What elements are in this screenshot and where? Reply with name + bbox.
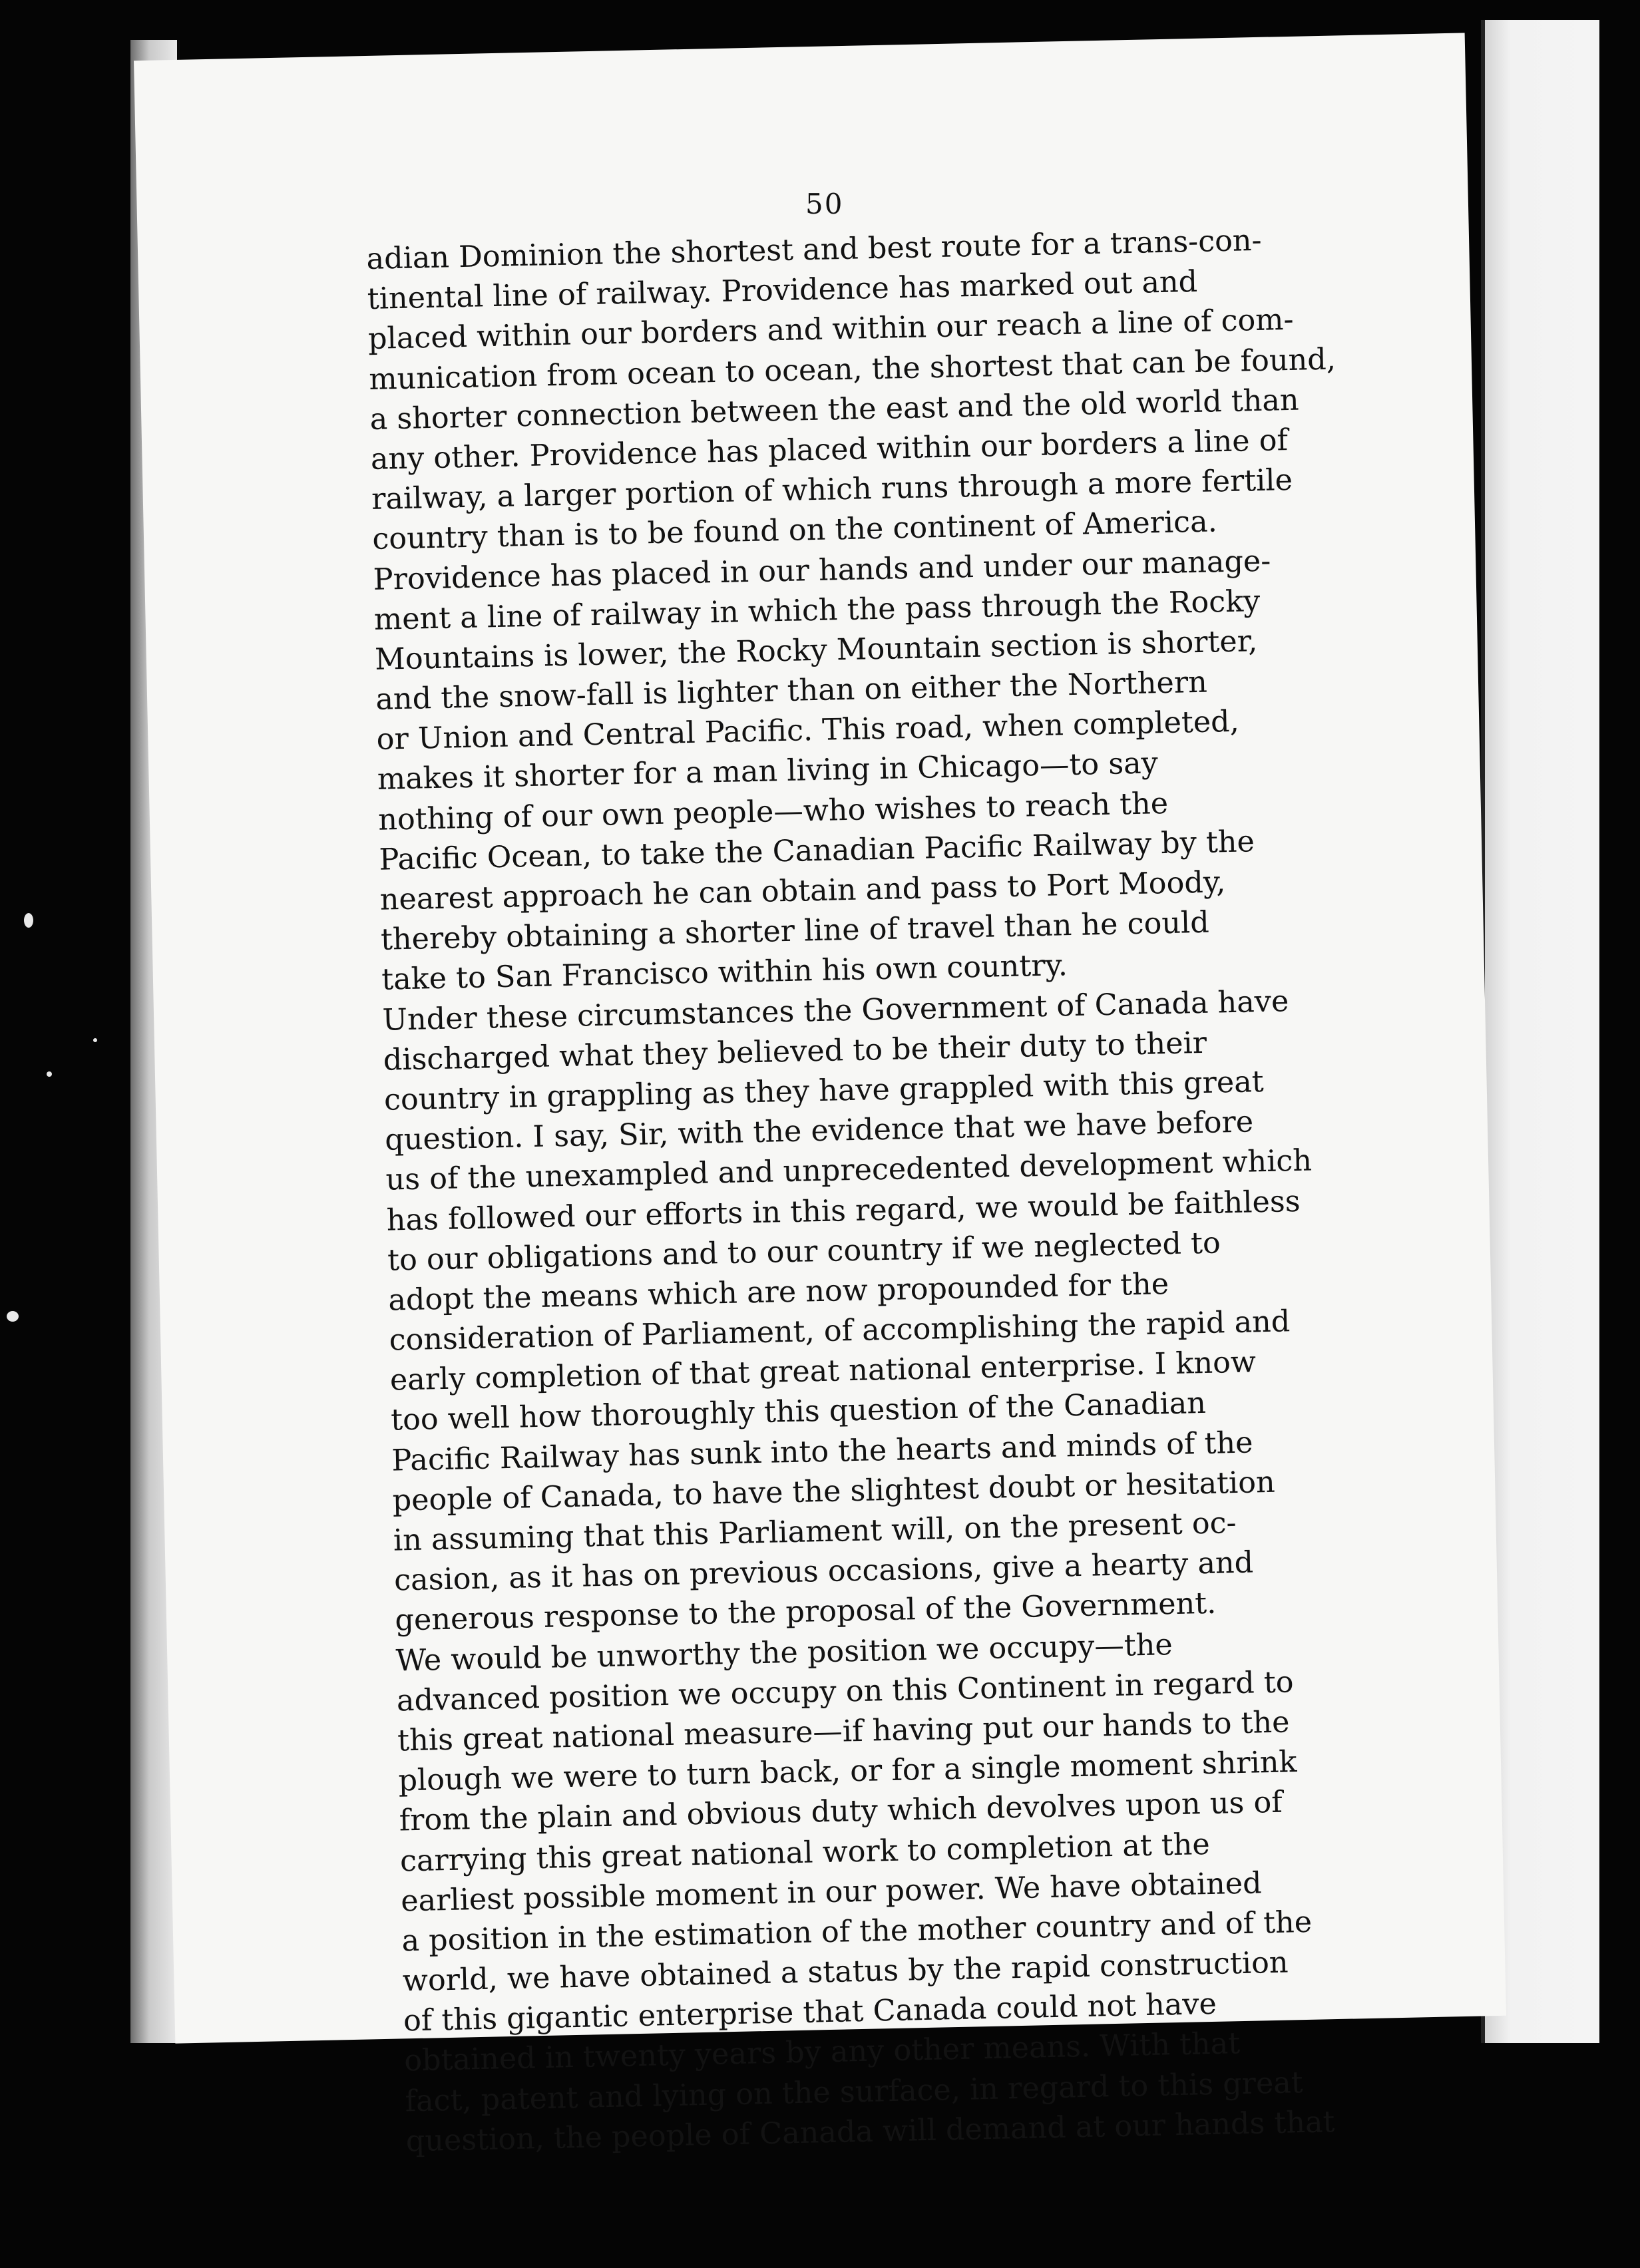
text-line: take to San Francisco within his own country. bbox=[381, 948, 1068, 998]
text-line: plough we were to turn back, or for a single moment shrink bbox=[397, 1745, 1297, 1798]
text-line: Providence has placed in our hands and under our manage- bbox=[373, 544, 1271, 597]
text-line: from the plain and obvious duty which devolves upon us of bbox=[399, 1786, 1283, 1838]
text-line: munication from ocean to ocean, the shortest that can be found, bbox=[368, 342, 1336, 397]
text-line: or Union and Central Pacific. This road, when completed, bbox=[376, 704, 1240, 757]
text-line: consideration of Parliament, of accomplishing the rapid and bbox=[389, 1304, 1291, 1358]
scan-speck bbox=[93, 1038, 97, 1042]
text-line: ment a line of railway in which the pass through the Rocky bbox=[373, 584, 1261, 637]
text-line: a position in the estimation of the mother country and of the bbox=[401, 1905, 1313, 1959]
text-line: world, we have obtained a status by the rapid construction bbox=[402, 1945, 1289, 1998]
text-line: to our obligations and to our country if we neglected to bbox=[387, 1226, 1221, 1278]
text-line: fact, patent and lying on the surface, in regard to this great bbox=[405, 2065, 1304, 2119]
text-line: makes it shorter for a man living in Chicago—to say bbox=[377, 746, 1159, 797]
text-line: casion, as it has on previous occasions, give a hearty and bbox=[393, 1545, 1254, 1598]
text-line: of this gigantic enterprise that Canada could not have bbox=[403, 1987, 1217, 2038]
text-line: question, the people of Canada will demand at our hands that bbox=[405, 2104, 1335, 2159]
text-line: We would be unworthy the position we occupy—the bbox=[395, 1627, 1173, 1678]
text-line: carrying this great national work to completion at the bbox=[399, 1827, 1211, 1878]
text-line: early completion of that great national enterprise. I know bbox=[389, 1345, 1257, 1398]
text-line: this great national measure—if having put our hands to the bbox=[397, 1705, 1290, 1758]
text-line: question. I say, Sir, with the evidence that we have before bbox=[384, 1105, 1254, 1157]
text-line: country than is to be found on the continent of America. bbox=[371, 504, 1218, 557]
scan-speck bbox=[24, 913, 33, 928]
text-line: earliest possible moment in our power. We have obtained bbox=[400, 1866, 1263, 1919]
text-line: people of Canada, to have the slightest doubt or hesitation bbox=[392, 1465, 1276, 1518]
text-line: Pacific Railway has sunk into the hearts and minds of the bbox=[391, 1425, 1253, 1478]
scan-speck bbox=[47, 1071, 52, 1077]
text-line: too well how thoroughly this question of the Canadian bbox=[390, 1386, 1207, 1438]
text-line: adopt the means which are now propounded for the bbox=[387, 1266, 1169, 1318]
text-line: Mountains is lower, the Rocky Mountain section is shorter, bbox=[374, 624, 1258, 677]
text-line: advanced position we occupy on this Continent in regard to bbox=[396, 1665, 1295, 1718]
text-line: tinental line of railway. Providence has marked out and bbox=[367, 265, 1198, 317]
text-line: nearest approach he can obtain and pass to Port Moody, bbox=[379, 865, 1226, 917]
text-line: adian Dominion the shortest and best route for a trans-con- bbox=[366, 223, 1263, 276]
text-line: any other. Providence has placed within our borders a line of bbox=[370, 423, 1289, 476]
text-line: in assuming that this Parliament will, on the present oc- bbox=[393, 1506, 1237, 1558]
text-line: has followed our efforts in this regard, we would be faithless bbox=[386, 1184, 1301, 1238]
text-line: nothing of our own people—who wishes to reach the bbox=[377, 786, 1169, 837]
text-line: obtained in twenty years by any other means. With that bbox=[403, 2026, 1241, 2078]
text-line: us of the unexampled and unprecedented development which bbox=[385, 1143, 1313, 1197]
text-line: Pacific Ocean, to take the Canadian Pacific Railway by the bbox=[378, 825, 1255, 877]
text-line: railway, a larger portion of which runs through a more fertile bbox=[371, 463, 1293, 517]
body-text bbox=[366, 219, 1378, 2162]
scan-speck bbox=[7, 1311, 19, 1322]
text-line: Under these circumstances the Government of Canada have bbox=[382, 984, 1289, 1038]
text-line: and the snow-fall is lighter than on either the Northern bbox=[375, 665, 1208, 717]
text-line: a shorter connection between the east and the old world than bbox=[369, 383, 1300, 437]
text-line: thereby obtaining a shorter line of travel than he could bbox=[380, 905, 1210, 957]
text-line: country in grappling as they have grappled with this great bbox=[383, 1064, 1265, 1117]
text-line: generous response to the proposal of the Government. bbox=[394, 1587, 1217, 1638]
text-line: discharged what they believed to be their duty to their bbox=[383, 1026, 1207, 1077]
text-line: placed within our borders and within our reach a line of com- bbox=[367, 303, 1294, 357]
page-number: 50 bbox=[805, 188, 844, 220]
